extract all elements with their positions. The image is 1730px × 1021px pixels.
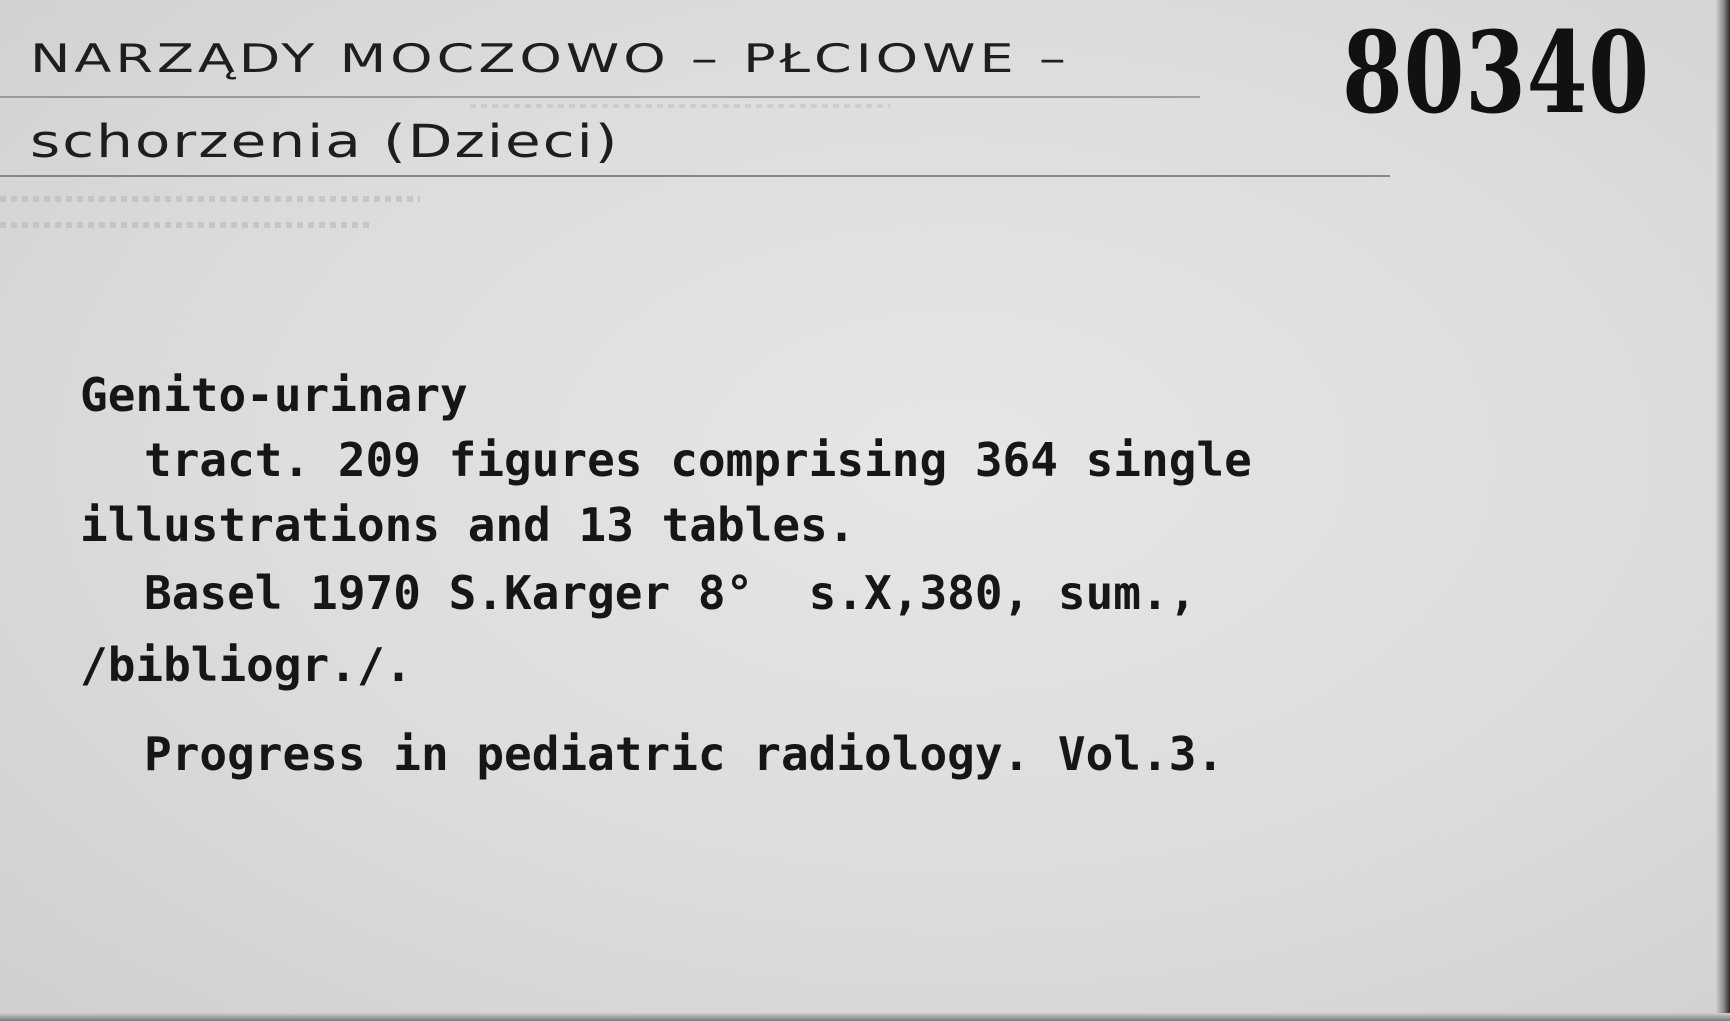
imprint-line: /bibliogr./. <box>80 638 413 692</box>
title-line: Genito-urinary <box>80 368 468 422</box>
erased-text-smudge <box>0 222 370 228</box>
card-edge <box>1716 0 1730 1021</box>
catalog-number: 80340 <box>1342 8 1650 139</box>
card-edge <box>0 1013 1730 1021</box>
erased-text-smudge <box>470 104 890 108</box>
imprint-line: Basel 1970 S.Karger 8° s.X,380, sum., <box>144 566 1197 620</box>
title-line: tract. 209 figures comprising 364 single <box>144 433 1252 487</box>
subject-subheading: schorzenia (Dzieci) <box>30 115 620 169</box>
subject-heading: NARZĄDY MOCZOWO – PŁCIOWE – <box>30 36 1070 82</box>
title-line: illustrations and 13 tables. <box>80 498 856 552</box>
series-line: Progress in pediatric radiology. Vol.3. <box>144 727 1225 781</box>
erased-text-smudge <box>0 196 420 202</box>
heading-rule-1 <box>0 96 1200 98</box>
heading-rule-2 <box>0 175 1390 177</box>
